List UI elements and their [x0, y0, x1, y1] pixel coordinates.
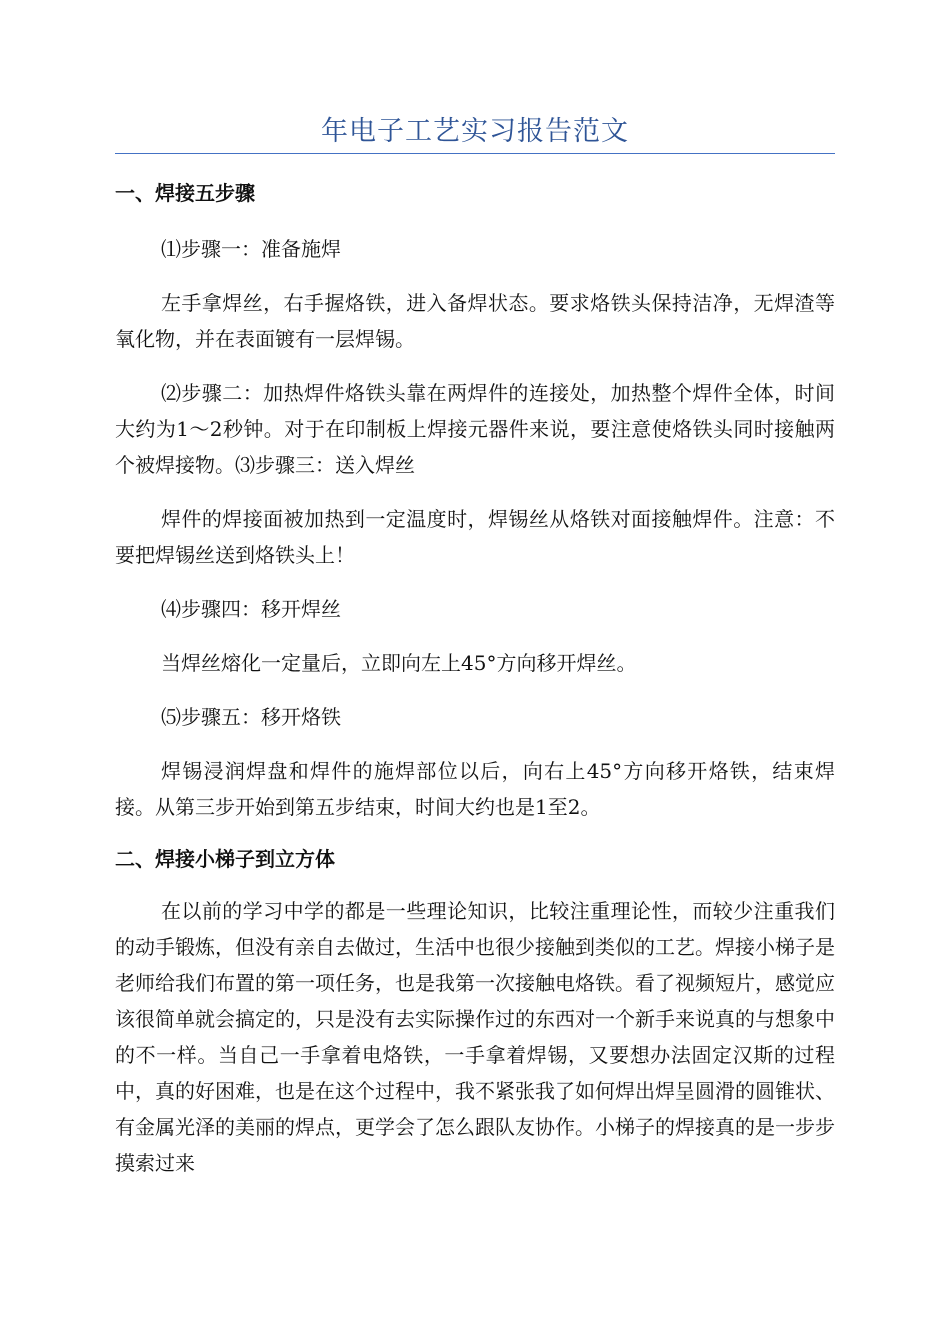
step-4-title: ⑷步骤四：移开焊丝 [161, 597, 341, 621]
section-heading-2: 二、焊接小梯子到立方体 [115, 847, 335, 871]
step-5-text: 焊锡浸润焊盘和焊件的施焊部位以后，向右上45°方向移开烙铁，结束焊接。从第三步开始到第五步结束，时间大约也是1至2。 [115, 759, 835, 819]
step-1-title: ⑴步骤一：准备施焊 [161, 237, 341, 261]
section-2-paragraph: 在以前的学习中学的都是一些理论知识，比较注重理论性，而较少注重我们的动手锻炼，但没有亲自去做过，生活中也很少接触到类似的工艺。焊接小梯子是老师给我们布置的第一项任务，也是我第一次接触电烙铁。看了视频短片，感觉应该很简单就会搞定的，只是没有去实际操作过的东西对一个新手来说真的与想象中的不一样。当自己一手拿着电烙铁，一手拿着焊锡，又要想办法固定汉斯的过程中，真的好困难，也是在这个过程中，我不紧张我了如何焊出焊呈圆滑的圆锥状、有金属光泽的美丽的焊点，更学会了怎么跟队友协作。小梯子的焊接真的是一步步摸索过来 [115, 899, 835, 1175]
document-title: 年电子工艺实习报告范文 [321, 116, 629, 147]
section-heading-1: 一、焊接五步骤 [115, 181, 255, 205]
step-2-text: ⑵步骤二：加热焊件烙铁头靠在两焊件的连接处，加热整个焊件全体，时间大约为1～2秒钟。对于在印制板上焊接元器件来说，要注意使烙铁头同时接触两个被焊接物。⑶步骤三：送入焊丝 [115, 381, 835, 477]
step-4-text: 当焊丝熔化一定量后，立即向左上45°方向移开焊丝。 [161, 651, 637, 675]
step-5-title: ⑸步骤五：移开烙铁 [161, 705, 341, 729]
step-3-text: 焊件的焊接面被加热到一定温度时，焊锡丝从烙铁对面接触焊件。注意：不要把焊锡丝送到烙铁头上！ [115, 507, 835, 567]
step-1-text: 左手拿焊丝，右手握烙铁，进入备焊状态。要求烙铁头保持洁净，无焊渣等氧化物，并在表面镀有一层焊锡。 [115, 291, 835, 351]
title-underline [115, 153, 835, 154]
document-body [115, 173, 835, 1181]
